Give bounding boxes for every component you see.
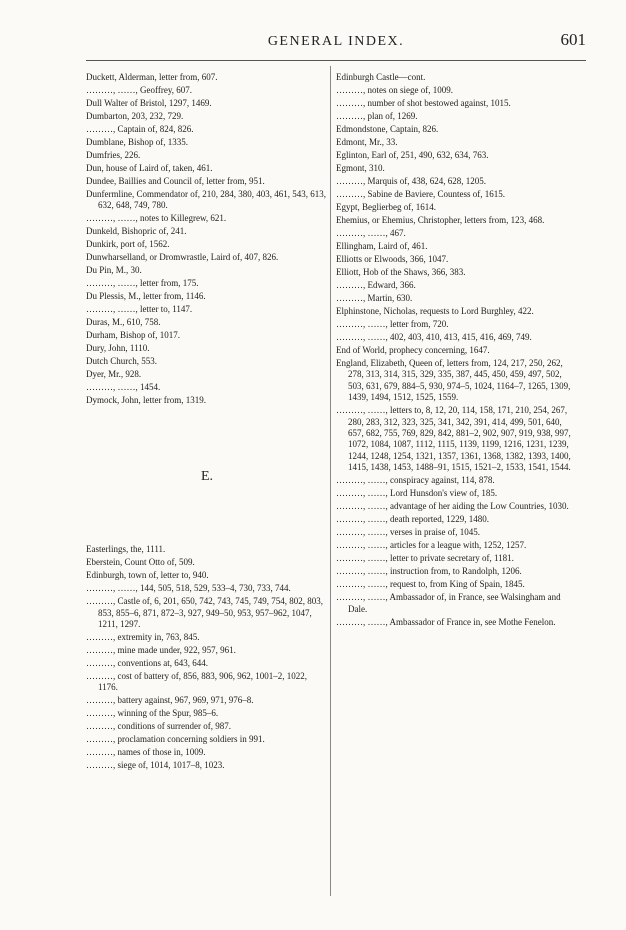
index-entry: ………, Martin, 630. bbox=[336, 293, 413, 303]
index-entry: Dumbarton, 203, 232, 729. bbox=[86, 111, 184, 121]
index-entry: ………, ……, request to, from King of Spain, 1845. bbox=[336, 579, 525, 590]
index-entry: Egypt, Beglierbeg of, 1614. bbox=[336, 202, 436, 212]
index-entry: ………, ……, letter from, 175. bbox=[86, 278, 199, 289]
index-entry: Easterlings, the, 1111. bbox=[86, 544, 166, 555]
index-entry: ………, ……, 402, 403, 410, 413, 415, 416, 469, 749. bbox=[336, 332, 532, 342]
d-entries bbox=[86, 72, 328, 407]
index-entry: ………, plan of, 1269. bbox=[336, 111, 418, 121]
index-entry: ………, ……, notes to Killegrew, 621. bbox=[86, 213, 227, 224]
left-column bbox=[86, 72, 328, 773]
index-entry: ………, proclamation concerning soldiers in 991. bbox=[86, 734, 265, 745]
index-entry: ………, ……, letter to private secretary of, 1181. bbox=[336, 553, 514, 564]
index-entry: ………, mine made under, 922, 957, 961. bbox=[86, 645, 236, 656]
e-entries-continued bbox=[336, 72, 578, 628]
index-entry: England, Elizabeth, Queen of, letters from, 124, 217, 250, 262, 278, 313, 314, 315, 329, 335, 387, 445, 450, 459, 497, 502, 503, 631, 679, 884–5, 930, 974–5, 1024, 1164–7, 1265, 1309, 1439, 1494, 1512, 1525, 1559. bbox=[336, 358, 571, 403]
index-entry: ………, ……, Ambassador of, in France, see Walsingham and Dale. bbox=[336, 592, 561, 614]
index-entry: Elliott, Hob of the Shaws, 366, 383. bbox=[336, 267, 466, 277]
index-entry: ………, ……, instruction from, to Randolph, 1206. bbox=[336, 566, 522, 577]
index-entry: Elliotts or Elwoods, 366, 1047. bbox=[336, 254, 449, 264]
index-entry: Eberstein, Count Otto of, 509. bbox=[86, 557, 195, 568]
e-entries bbox=[86, 544, 328, 772]
index-entry: Dyer, Mr., 928. bbox=[86, 369, 142, 380]
index-entry: ………, ……, 1454. bbox=[86, 382, 161, 393]
index-entry: Dundee, Baillies and Council of, letter from, 951. bbox=[86, 176, 265, 186]
index-entry: ………, Edward, 366. bbox=[336, 280, 416, 290]
index-entry: ………, ……, 144, 505, 518, 529, 533–4, 730, 733, 744. bbox=[86, 583, 291, 594]
index-entry: Ellingham, Laird of, 461. bbox=[336, 241, 428, 251]
page-title: GENERAL INDEX. bbox=[267, 34, 405, 49]
page-header bbox=[86, 30, 586, 58]
index-entry: Dunkirk, port of, 1562. bbox=[86, 239, 170, 250]
index-entry: ………, Marquis of, 438, 624, 628, 1205. bbox=[336, 176, 486, 186]
index-entry: ………, ……, Lord Hunsdon's view of, 185. bbox=[336, 488, 498, 499]
index-entry: Ehemius, or Ehemius, Christopher, letters from, 123, 468. bbox=[336, 215, 545, 225]
index-entry: Edinburgh Castle—cont. bbox=[336, 72, 426, 82]
index-entry: ………, conditions of surrender of, 987. bbox=[86, 721, 231, 732]
index-entry: Dunkeld, Bishopric of, 241. bbox=[86, 226, 187, 237]
index-entry: ………, ……, letters to, 8, 12, 20, 114, 158, 171, 210, 254, 267, 280, 283, 312, 323, 325, 341, 342, 391, 414, 499, 501, 640, 657, 682, 755, 769, 829, 842, 881–2, 902, 907, 919, 938, 997, 1072, 1084, 1087, 1112, 1115, 1139, 1199, 1216, 1231, 1239, 1244, 1248, 1254, 1321, 1357, 1361, 1368, 1382, 1393, 1400, 1415, 1438, 1453, 1488–91, 1515, 1521–2, 1533, 1541, 1544. bbox=[336, 405, 571, 473]
index-entry: Edmont, Mr., 33. bbox=[336, 137, 398, 147]
index-entry: ………, notes on siege of, 1009. bbox=[336, 85, 453, 95]
index-entry: ………, ……, letter to, 1147. bbox=[86, 304, 193, 315]
index-entry: ………, number of shot bestowed against, 1015. bbox=[336, 98, 511, 108]
section-letter-e: E. bbox=[200, 468, 214, 484]
index-entry: ………, ……, advantage of her aiding the Low Countries, 1030. bbox=[336, 501, 569, 512]
index-entry: Dun, house of Laird of, taken, 461. bbox=[86, 163, 213, 173]
index-entry: ………, conventions at, 643, 644. bbox=[86, 658, 208, 669]
index-entry: Dymock, John, letter from, 1319. bbox=[86, 395, 206, 406]
index-entry: ………, ……, letter from, 720. bbox=[336, 319, 449, 329]
index-entry: Dury, John, 1110. bbox=[86, 343, 150, 354]
index-entry: ………, ……, 467. bbox=[336, 228, 406, 238]
index-entry: Dull Walter of Bristol, 1297, 1469. bbox=[86, 98, 212, 108]
index-entry: ………, Sabine de Baviere, Countess of, 1615. bbox=[336, 189, 505, 199]
index-entry: Dumfries, 226. bbox=[86, 150, 141, 160]
index-entry: ………, names of those in, 1009. bbox=[86, 747, 206, 758]
index-entry: Dutch Church, 553. bbox=[86, 356, 157, 367]
index-entry: ………, ……, death reported, 1229, 1480. bbox=[336, 514, 489, 525]
index-entry: Eglinton, Earl of, 251, 490, 632, 634, 763. bbox=[336, 150, 489, 160]
index-entry: End of World, prophecy concerning, 1647. bbox=[336, 345, 490, 355]
index-entry: Edmondstone, Captain, 826. bbox=[336, 124, 439, 134]
index-entry: ………, battery against, 967, 969, 971, 976–8. bbox=[86, 695, 254, 706]
index-entry: Egmont, 310. bbox=[336, 163, 385, 173]
index-entry: Duckett, Alderman, letter from, 607. bbox=[86, 72, 218, 82]
index-entry: ………, ……, verses in praise of, 1045. bbox=[336, 527, 480, 538]
index-entry: ………, ……, Geoffrey, 607. bbox=[86, 85, 192, 95]
index-entry: Durham, Bishop of, 1017. bbox=[86, 330, 180, 341]
index-entry: Dunwharselland, or Dromwrastle, Laird of, 407, 826. bbox=[86, 252, 279, 263]
index-entry: Edinburgh, town of, letter to, 940. bbox=[86, 570, 209, 581]
index-entry: ………, winning of the Spur, 985–6. bbox=[86, 708, 219, 719]
index-entry: ………, cost of battery of, 856, 883, 906, 962, 1001–2, 1022, 1176. bbox=[86, 671, 307, 693]
index-entry: ………, Castle of, 6, 201, 650, 742, 743, 745, 749, 754, 802, 803, 853, 855–6, 871, 872–3, 927, 949–50, 953, 957–962, 1047, 1211, 1297. bbox=[86, 596, 323, 630]
index-entry: ………, extremity in, 763, 845. bbox=[86, 632, 200, 643]
index-entry: ………, ……, Ambassador of France in, see Mothe Fenelon. bbox=[336, 616, 556, 627]
right-column bbox=[336, 72, 578, 630]
column-divider bbox=[330, 66, 331, 896]
index-entry: ………, ……, articles for a league with, 1252, 1257. bbox=[336, 540, 527, 551]
index-entry: ………, siege of, 1014, 1017–8, 1023. bbox=[86, 760, 225, 771]
header-rule bbox=[86, 60, 586, 61]
index-entry: Dunfermline, Commendator of, 210, 284, 380, 403, 461, 543, 613, 632, 648, 749, 780. bbox=[86, 189, 326, 211]
index-entry: Du Pin, M., 30. bbox=[86, 265, 142, 276]
index-entry: ………, ……, conspiracy against, 114, 878. bbox=[336, 475, 495, 486]
index-entry: Duras, M., 610, 758. bbox=[86, 317, 161, 328]
index-entry: Elphinstone, Nicholas, requests to Lord Burghley, 422. bbox=[336, 306, 534, 316]
page-number: 601 bbox=[560, 30, 586, 49]
index-entry: Du Plessis, M., letter from, 1146. bbox=[86, 291, 206, 302]
index-entry: Dumblane, Bishop of, 1335. bbox=[86, 137, 188, 147]
index-entry: ………, Captain of, 824, 826. bbox=[86, 124, 194, 134]
